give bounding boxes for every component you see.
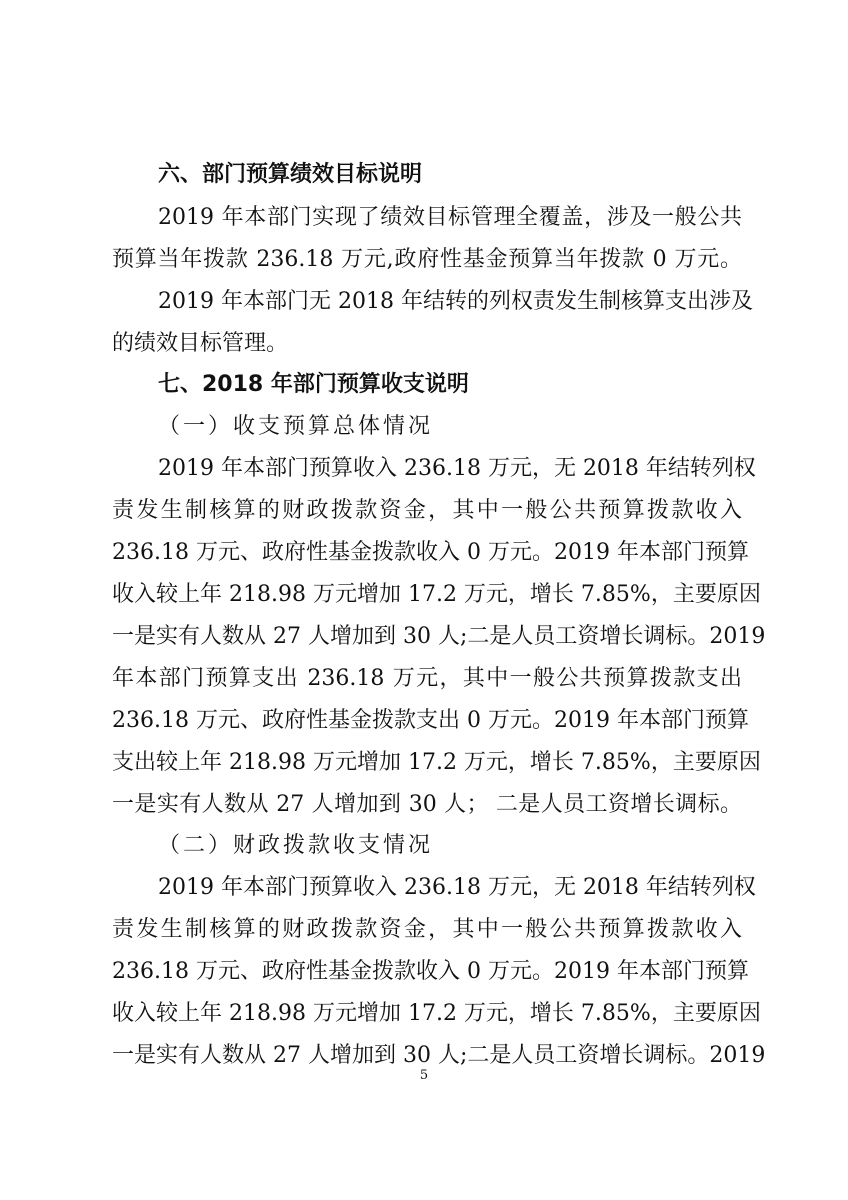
section-heading-budget-revenue-expenditure: 七、2018 年部门预算收支说明: [158, 372, 469, 397]
paragraph-line: 收入较上年 218.98 万元增加 17.2 万元，增长 7.85%，主要原因: [112, 1001, 761, 1026]
paragraph-line: 预算当年拨款 236.18 万元,政府性基金预算当年拨款 0 万元。: [112, 247, 742, 272]
section-heading-performance-goals: 六、部门预算绩效目标说明: [158, 162, 423, 187]
paragraph-line: 责发生制核算的财政拨款资金，其中一般公共预算拨款收入: [112, 917, 742, 942]
page-number: 5: [419, 1068, 429, 1083]
paragraph-line: 支出较上年 218.98 万元增加 17.2 万元，增长 7.85%，主要原因: [112, 750, 761, 775]
paragraph-line: 一是实有人数从 27 人增加到 30 人;二是人员工资增长调标。2019: [112, 624, 766, 649]
paragraph-line: 236.18 万元、政府性基金拨款收入 0 万元。2019 年本部门预算: [112, 959, 749, 984]
paragraph-line: 的绩效目标管理。: [112, 331, 289, 356]
paragraph-line: 一是实有人数从 27 人增加到 30 人； 二是人员工资增长调标。: [112, 792, 742, 817]
paragraph-line: 2019 年本部门预算收入 236.18 万元，无 2018 年结转列权: [158, 456, 756, 481]
paragraph-line: 收入较上年 218.98 万元增加 17.2 万元，增长 7.85%，主要原因: [112, 582, 761, 607]
subsection-title-overall: （一）收支预算总体情况: [158, 414, 434, 439]
paragraph-line: 责发生制核算的财政拨款资金，其中一般公共预算拨款收入: [112, 498, 742, 523]
paragraph-line: 2019 年本部门无 2018 年结转的列权责发生制核算支出涉及: [158, 289, 753, 314]
paragraph-line: 236.18 万元、政府性基金拨款收入 0 万元。2019 年本部门预算: [112, 540, 749, 565]
paragraph-line: 236.18 万元、政府性基金拨款支出 0 万元。2019 年本部门预算: [112, 708, 749, 733]
paragraph-line: 2019 年本部门实现了绩效目标管理全覆盖，涉及一般公共: [158, 205, 742, 230]
subsection-title-fiscal-appropriation: （二）财政拨款收支情况: [158, 833, 434, 858]
paragraph-line: 一是实有人数从 27 人增加到 30 人;二是人员工资增长调标。2019: [112, 1043, 766, 1068]
paragraph-line: 年本部门预算支出 236.18 万元，其中一般公共预算拨款支出: [112, 666, 742, 691]
paragraph-line: 2019 年本部门预算收入 236.18 万元，无 2018 年结转列权: [158, 875, 756, 900]
